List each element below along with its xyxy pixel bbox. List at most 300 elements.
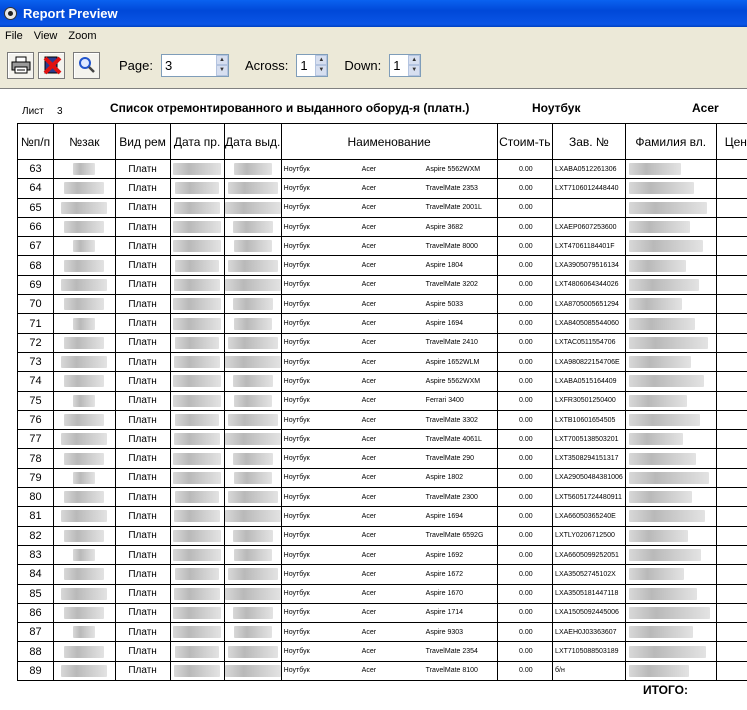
redacted-cell bbox=[54, 391, 116, 410]
table-row bbox=[18, 160, 747, 179]
redacted-cell bbox=[170, 314, 224, 333]
price-cell bbox=[716, 333, 747, 352]
redacted-cell bbox=[54, 237, 116, 256]
device-type: Ноутбук bbox=[283, 262, 310, 270]
row-number: 88 bbox=[18, 642, 54, 661]
device-type: Ноутбук bbox=[283, 242, 310, 250]
cost-cell: 0.00 bbox=[497, 410, 553, 429]
price-cell bbox=[716, 160, 747, 179]
device-model: TravelMate 2300 bbox=[425, 493, 478, 501]
serial-cell: LXAEP0607253600 bbox=[553, 217, 626, 236]
magnifier-icon bbox=[78, 56, 96, 74]
redacted-cell bbox=[54, 256, 116, 275]
redacted-cell bbox=[54, 623, 116, 642]
serial-cell: LXA35052745102X bbox=[553, 565, 626, 584]
toolbar bbox=[0, 44, 747, 86]
cost-cell: 0.00 bbox=[497, 642, 553, 661]
table-row bbox=[18, 275, 747, 294]
redacted-owner-cell bbox=[625, 449, 716, 468]
cost-cell: 0.00 bbox=[497, 198, 553, 217]
device-type: Ноутбук bbox=[283, 223, 310, 231]
menu-view[interactable]: View bbox=[33, 29, 58, 42]
device-brand: Acer bbox=[361, 358, 377, 366]
device-type: Ноутбук bbox=[283, 165, 310, 173]
device-model: Aspire 1652WLM bbox=[425, 358, 480, 366]
redacted-owner-cell bbox=[625, 217, 716, 236]
device-type: Ноутбук bbox=[283, 416, 310, 424]
col-header-date-issued: Дата выд. bbox=[224, 124, 281, 160]
price-cell bbox=[716, 623, 747, 642]
redacted-owner-cell bbox=[625, 333, 716, 352]
device-model: TravelMate 2001L bbox=[425, 204, 482, 212]
row-number: 86 bbox=[18, 603, 54, 622]
device-model: Aspire 1672 bbox=[425, 570, 464, 578]
name-cell bbox=[281, 217, 497, 236]
row-number: 69 bbox=[18, 275, 54, 294]
serial-cell: LXA6605099252051 bbox=[553, 545, 626, 564]
device-model: Aspire 1804 bbox=[425, 262, 464, 270]
serial-cell: LXA29050484381006 bbox=[553, 468, 626, 487]
device-brand: Acer bbox=[361, 667, 377, 675]
device-brand: Acer bbox=[361, 474, 377, 482]
redacted-cell bbox=[170, 526, 224, 545]
across-stepper[interactable] bbox=[296, 54, 328, 77]
repair-type-cell: Платн bbox=[115, 256, 170, 275]
name-cell bbox=[281, 603, 497, 622]
across-input[interactable] bbox=[297, 55, 315, 76]
redacted-owner-cell bbox=[625, 545, 716, 564]
zoom-button[interactable] bbox=[73, 52, 100, 79]
redacted-cell bbox=[224, 526, 281, 545]
device-model: TravelMate 2354 bbox=[425, 648, 478, 656]
device-type: Ноутбук bbox=[283, 648, 310, 656]
price-cell bbox=[716, 661, 747, 680]
serial-cell: LXT4806064344026 bbox=[553, 275, 626, 294]
redacted-cell bbox=[170, 584, 224, 603]
table-row bbox=[18, 661, 747, 680]
device-brand: Acer bbox=[361, 455, 377, 463]
repair-type-cell: Платн bbox=[115, 488, 170, 507]
cost-cell: 0.00 bbox=[497, 160, 553, 179]
redacted-cell bbox=[224, 430, 281, 449]
close-preview-button[interactable] bbox=[38, 52, 65, 79]
down-stepper[interactable] bbox=[389, 54, 421, 77]
device-brand: Acer bbox=[361, 551, 377, 559]
device-type: Ноутбук bbox=[283, 532, 310, 540]
device-brand: Acer bbox=[361, 648, 377, 656]
redacted-cell bbox=[54, 198, 116, 217]
device-type: Ноутбук bbox=[283, 512, 310, 520]
redacted-cell bbox=[224, 391, 281, 410]
app-icon bbox=[4, 7, 17, 20]
row-number: 73 bbox=[18, 352, 54, 371]
repair-type-cell: Платн bbox=[115, 352, 170, 371]
row-number: 87 bbox=[18, 623, 54, 642]
name-cell bbox=[281, 275, 497, 294]
serial-cell: LXTLY0206712500 bbox=[553, 526, 626, 545]
cost-cell: 0.00 bbox=[497, 295, 553, 314]
serial-cell: LXT56051724480911 bbox=[553, 488, 626, 507]
device-brand: Acer bbox=[361, 165, 377, 173]
across-down-icon[interactable]: ▼ bbox=[315, 65, 327, 76]
redacted-cell bbox=[224, 256, 281, 275]
device-model: Aspire 1714 bbox=[425, 609, 464, 617]
redacted-cell bbox=[224, 642, 281, 661]
device-model: Aspire 1694 bbox=[425, 512, 464, 520]
page-label: Page: bbox=[119, 57, 153, 73]
table-row bbox=[18, 488, 747, 507]
repair-type-cell: Платн bbox=[115, 217, 170, 236]
price-cell bbox=[716, 449, 747, 468]
redacted-owner-cell bbox=[625, 275, 716, 294]
row-number: 83 bbox=[18, 545, 54, 564]
repair-type-cell: Платн bbox=[115, 160, 170, 179]
device-model: TravelMate 3202 bbox=[425, 281, 478, 289]
redacted-cell bbox=[54, 545, 116, 564]
name-cell bbox=[281, 198, 497, 217]
table-row bbox=[18, 603, 747, 622]
repair-type-cell: Платн bbox=[115, 198, 170, 217]
print-button[interactable] bbox=[7, 52, 34, 79]
menu-file[interactable]: File bbox=[5, 29, 23, 42]
row-number: 74 bbox=[18, 372, 54, 391]
redacted-owner-cell bbox=[625, 430, 716, 449]
redacted-cell bbox=[224, 565, 281, 584]
table-row bbox=[18, 352, 747, 371]
repair-type-cell: Платн bbox=[115, 623, 170, 642]
col-header-repair-type: Вид рем bbox=[115, 124, 170, 160]
device-brand: Acer bbox=[361, 397, 377, 405]
device-brand: Acer bbox=[361, 223, 377, 231]
report-table bbox=[17, 123, 747, 681]
redacted-owner-cell bbox=[625, 372, 716, 391]
repair-type-cell: Платн bbox=[115, 565, 170, 584]
redacted-cell bbox=[224, 179, 281, 198]
redacted-cell bbox=[54, 410, 116, 429]
repair-type-cell: Платн bbox=[115, 661, 170, 680]
name-cell bbox=[281, 256, 497, 275]
row-number: 77 bbox=[18, 430, 54, 449]
price-cell bbox=[716, 275, 747, 294]
repair-type-cell: Платн bbox=[115, 507, 170, 526]
price-cell bbox=[716, 488, 747, 507]
sheet-label: Лист bbox=[22, 106, 44, 117]
cost-cell: 0.00 bbox=[497, 488, 553, 507]
serial-cell: LXABA0512261306 bbox=[553, 160, 626, 179]
serial-cell bbox=[553, 198, 626, 217]
printer-icon bbox=[11, 56, 31, 74]
redacted-cell bbox=[224, 410, 281, 429]
device-brand: Acer bbox=[361, 416, 377, 424]
redacted-cell bbox=[224, 333, 281, 352]
redacted-cell bbox=[170, 430, 224, 449]
name-cell bbox=[281, 352, 497, 371]
table-row bbox=[18, 333, 747, 352]
cost-cell: 0.00 bbox=[497, 217, 553, 236]
price-cell bbox=[716, 237, 747, 256]
redacted-cell bbox=[170, 275, 224, 294]
repair-type-cell: Платн bbox=[115, 545, 170, 564]
device-brand: Acer bbox=[361, 204, 377, 212]
redacted-cell bbox=[54, 333, 116, 352]
device-type: Ноутбук bbox=[283, 609, 310, 617]
down-up-icon[interactable]: ▲ bbox=[408, 55, 420, 66]
price-cell bbox=[716, 545, 747, 564]
table-header-row bbox=[18, 124, 747, 160]
table-row bbox=[18, 526, 747, 545]
device-brand: Acer bbox=[361, 300, 377, 308]
device-model: TravelMate 2410 bbox=[425, 339, 478, 347]
redacted-cell bbox=[224, 545, 281, 564]
repair-type-cell: Платн bbox=[115, 275, 170, 294]
device-type: Ноутбук bbox=[283, 455, 310, 463]
redacted-cell bbox=[224, 603, 281, 622]
col-header-date-received: Дата пр. bbox=[170, 124, 224, 160]
redacted-cell bbox=[54, 507, 116, 526]
redacted-cell bbox=[170, 623, 224, 642]
redacted-cell bbox=[170, 256, 224, 275]
repair-type-cell: Платн bbox=[115, 449, 170, 468]
page-down-icon[interactable]: ▼ bbox=[216, 65, 228, 76]
device-model: Aspire 1694 bbox=[425, 320, 464, 328]
device-brand: Acer bbox=[361, 242, 377, 250]
serial-cell: LXA3505181447118 bbox=[553, 584, 626, 603]
table-row bbox=[18, 507, 747, 526]
device-model: TravelMate 290 bbox=[425, 455, 475, 463]
repair-type-cell: Платн bbox=[115, 237, 170, 256]
redacted-cell bbox=[170, 545, 224, 564]
device-type: Ноутбук bbox=[283, 397, 310, 405]
name-cell bbox=[281, 449, 497, 468]
table-row bbox=[18, 565, 747, 584]
name-cell bbox=[281, 237, 497, 256]
table-row bbox=[18, 372, 747, 391]
name-cell bbox=[281, 642, 497, 661]
price-cell bbox=[716, 314, 747, 333]
redacted-cell bbox=[224, 623, 281, 642]
device-model: Aspire 3682 bbox=[425, 223, 464, 231]
serial-cell: LXA66050365240E bbox=[553, 507, 626, 526]
cost-cell: 0.00 bbox=[497, 545, 553, 564]
redacted-cell bbox=[54, 565, 116, 584]
device-type: Ноутбук bbox=[283, 184, 310, 192]
row-number: 84 bbox=[18, 565, 54, 584]
redacted-owner-cell bbox=[625, 237, 716, 256]
redacted-owner-cell bbox=[625, 565, 716, 584]
device-model: TravelMate 2353 bbox=[425, 184, 478, 192]
price-cell bbox=[716, 410, 747, 429]
device-type: Ноутбук bbox=[283, 493, 310, 501]
name-cell bbox=[281, 333, 497, 352]
redacted-cell bbox=[54, 526, 116, 545]
col-header-owner: Фамилия вл. bbox=[625, 124, 716, 160]
device-model: Aspire 1692 bbox=[425, 551, 464, 559]
down-input[interactable] bbox=[390, 55, 408, 76]
redacted-cell bbox=[170, 661, 224, 680]
device-model: TravelMate 4061L bbox=[425, 435, 482, 443]
device-type: Ноутбук bbox=[283, 570, 310, 578]
price-cell bbox=[716, 565, 747, 584]
device-type: Ноутбук bbox=[283, 320, 310, 328]
device-brand: Acer bbox=[361, 532, 377, 540]
redacted-cell bbox=[54, 468, 116, 487]
table-row bbox=[18, 642, 747, 661]
row-number: 78 bbox=[18, 449, 54, 468]
redacted-cell bbox=[170, 160, 224, 179]
table-row bbox=[18, 391, 747, 410]
menu-bar bbox=[0, 27, 747, 44]
price-cell bbox=[716, 430, 747, 449]
cost-cell: 0.00 bbox=[497, 256, 553, 275]
row-number: 75 bbox=[18, 391, 54, 410]
redacted-cell bbox=[54, 352, 116, 371]
down-down-icon[interactable]: ▼ bbox=[408, 65, 420, 76]
redacted-cell bbox=[224, 468, 281, 487]
table-row bbox=[18, 623, 747, 642]
report-title: Список отремонтированного и выданного оборуд-я (платн.) bbox=[110, 101, 470, 115]
device-model: Aspire 9303 bbox=[425, 628, 464, 636]
repair-type-cell: Платн bbox=[115, 372, 170, 391]
device-model: Aspire 1670 bbox=[425, 590, 464, 598]
price-cell bbox=[716, 507, 747, 526]
window-title: Report Preview bbox=[23, 6, 118, 21]
repair-type-cell: Платн bbox=[115, 314, 170, 333]
name-cell bbox=[281, 314, 497, 333]
table-row bbox=[18, 430, 747, 449]
page-stepper[interactable] bbox=[161, 54, 229, 77]
page-up-icon[interactable]: ▲ bbox=[216, 55, 228, 66]
across-up-icon[interactable]: ▲ bbox=[315, 55, 327, 66]
redacted-cell bbox=[54, 449, 116, 468]
device-type: Ноутбук bbox=[283, 435, 310, 443]
redacted-cell bbox=[54, 179, 116, 198]
serial-cell: LXA3905079516134 bbox=[553, 256, 626, 275]
device-brand: Acer bbox=[361, 339, 377, 347]
redacted-cell bbox=[54, 372, 116, 391]
cost-cell: 0.00 bbox=[497, 430, 553, 449]
row-number: 66 bbox=[18, 217, 54, 236]
redacted-owner-cell bbox=[625, 352, 716, 371]
serial-cell: LXT7005138503201 bbox=[553, 430, 626, 449]
redacted-owner-cell bbox=[625, 584, 716, 603]
redacted-cell bbox=[170, 410, 224, 429]
device-model: Aspire 5562WXM bbox=[425, 165, 481, 173]
row-number: 81 bbox=[18, 507, 54, 526]
redacted-cell bbox=[224, 584, 281, 603]
cost-cell: 0.00 bbox=[497, 661, 553, 680]
redacted-cell bbox=[54, 488, 116, 507]
redacted-cell bbox=[170, 237, 224, 256]
price-cell bbox=[716, 603, 747, 622]
redacted-cell bbox=[54, 661, 116, 680]
redacted-cell bbox=[54, 275, 116, 294]
repair-type-cell: Платн bbox=[115, 584, 170, 603]
name-cell bbox=[281, 584, 497, 603]
redacted-cell bbox=[54, 160, 116, 179]
cost-cell: 0.00 bbox=[497, 526, 553, 545]
device-brand: Acer bbox=[361, 320, 377, 328]
menu-zoom[interactable]: Zoom bbox=[68, 29, 97, 42]
device-brand: Acer bbox=[361, 628, 377, 636]
name-cell bbox=[281, 526, 497, 545]
row-number: 67 bbox=[18, 237, 54, 256]
cost-cell: 0.00 bbox=[497, 449, 553, 468]
device-brand: Acer bbox=[361, 570, 377, 578]
repair-type-cell: Платн bbox=[115, 603, 170, 622]
row-number: 68 bbox=[18, 256, 54, 275]
device-brand: Acer bbox=[361, 609, 377, 617]
redacted-cell bbox=[170, 217, 224, 236]
redacted-owner-cell bbox=[625, 488, 716, 507]
price-cell bbox=[716, 256, 747, 275]
device-type: Ноутбук bbox=[283, 667, 310, 675]
row-number: 76 bbox=[18, 410, 54, 429]
table-row bbox=[18, 217, 747, 236]
serial-cell: LXT7106012448440 bbox=[553, 179, 626, 198]
price-cell bbox=[716, 198, 747, 217]
name-cell bbox=[281, 545, 497, 564]
name-cell bbox=[281, 391, 497, 410]
device-brand: Acer bbox=[361, 377, 377, 385]
table-row bbox=[18, 198, 747, 217]
redacted-cell bbox=[224, 295, 281, 314]
device-brand: Acer bbox=[361, 184, 377, 192]
repair-type-cell: Платн bbox=[115, 410, 170, 429]
redacted-owner-cell bbox=[625, 179, 716, 198]
table-row bbox=[18, 237, 747, 256]
repair-type-cell: Платн bbox=[115, 430, 170, 449]
redacted-cell bbox=[170, 468, 224, 487]
device-brand: Acer bbox=[361, 493, 377, 501]
price-cell bbox=[716, 468, 747, 487]
redacted-cell bbox=[224, 488, 281, 507]
redacted-cell bbox=[170, 488, 224, 507]
repair-type-cell: Платн bbox=[115, 468, 170, 487]
repair-type-cell: Платн bbox=[115, 333, 170, 352]
redacted-owner-cell bbox=[625, 314, 716, 333]
redacted-cell bbox=[224, 160, 281, 179]
cost-cell: 0.00 bbox=[497, 584, 553, 603]
row-number: 70 bbox=[18, 295, 54, 314]
redacted-cell bbox=[224, 275, 281, 294]
redacted-owner-cell bbox=[625, 526, 716, 545]
table-row bbox=[18, 584, 747, 603]
name-cell bbox=[281, 661, 497, 680]
redacted-cell bbox=[224, 237, 281, 256]
redacted-cell bbox=[54, 430, 116, 449]
device-type: Ноутбук bbox=[283, 358, 310, 366]
device-model: TravelMate 3302 bbox=[425, 416, 478, 424]
price-cell bbox=[716, 352, 747, 371]
device-model: Aspire 1802 bbox=[425, 474, 464, 482]
window-titlebar bbox=[0, 0, 747, 27]
redacted-cell bbox=[170, 198, 224, 217]
redacted-cell bbox=[170, 642, 224, 661]
page-input[interactable] bbox=[162, 55, 216, 76]
redacted-cell bbox=[54, 295, 116, 314]
device-type: Ноутбук bbox=[283, 474, 310, 482]
repair-type-cell: Платн bbox=[115, 526, 170, 545]
device-model: TravelMate 8000 bbox=[425, 242, 478, 250]
price-cell bbox=[716, 642, 747, 661]
redacted-owner-cell bbox=[625, 410, 716, 429]
redacted-cell bbox=[170, 603, 224, 622]
device-model: Aspire 5562WXM bbox=[425, 377, 481, 385]
cost-cell: 0.00 bbox=[497, 333, 553, 352]
col-header-cost: Стоим-ть bbox=[497, 124, 553, 160]
serial-cell: LXA8705005651294 bbox=[553, 295, 626, 314]
serial-cell: LXA8405085544060 bbox=[553, 314, 626, 333]
